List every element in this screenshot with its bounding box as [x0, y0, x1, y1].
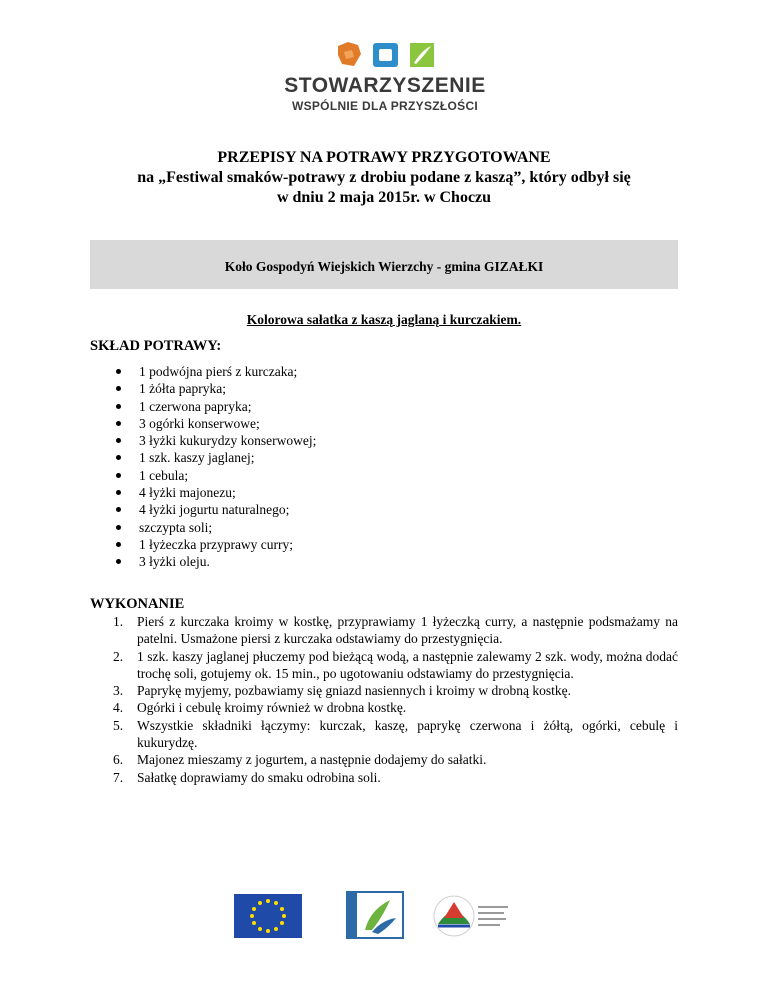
- title-line-3: w dniu 2 maja 2015r. w Choczu: [276, 189, 492, 206]
- ingredient-text: 1 łyżeczka przyprawy curry;: [139, 536, 294, 552]
- bullet-icon: [116, 455, 121, 460]
- bullet-icon: [116, 369, 121, 374]
- step-item: [90, 613, 678, 648]
- bullet-icon: [116, 490, 121, 495]
- list-item: [90, 432, 316, 449]
- title-line-1: PRZEPISY NA POTRAWY PRZYGOTOWANE: [217, 149, 551, 166]
- logo-tagline: WSPÓLNIE DLA PRZYSZŁOŚCI: [291, 99, 479, 113]
- step-item: [90, 751, 678, 768]
- preparation-steps: [90, 613, 678, 786]
- bullet-icon: [116, 542, 121, 547]
- bullet-icon: [116, 438, 121, 443]
- preparation-heading: WYKONANIE: [90, 596, 185, 612]
- step-number: 5.: [113, 717, 124, 733]
- bullet-icon: [116, 559, 121, 564]
- list-item: [90, 553, 316, 570]
- step-number: 6.: [113, 752, 124, 768]
- step-text: Wszystkie składniki łączymy: kurczak, kaszę, paprykę czerwona i żółtą, ogórki, cebulę i kukurydzę.: [137, 717, 678, 751]
- step-text: Paprykę myjemy, pozbawiamy się gniazd nasiennych i kroimy w drobną kostkę.: [137, 683, 572, 699]
- ingredient-text: 3 łyżki kukurydzy konserwowej;: [139, 433, 317, 449]
- list-item: [90, 467, 316, 484]
- step-text: 1 szk. kaszy jaglanej płuczemy pod bieżącą wodą, a następnie zalewamy 2 szk. wody, można dodać trochę soli, gotujemy ok. 15 min., po ugotowaniu odstawiamy do przestygnięcia.: [137, 648, 678, 681]
- logo-name: STOWARZYSZENIE: [284, 74, 486, 97]
- list-item: [90, 484, 316, 501]
- ingredient-text: 4 łyżki majonezu;: [139, 485, 236, 501]
- bullet-icon: [116, 473, 121, 478]
- step-text: Sałatkę doprawiamy do smaku odrobina soli.: [137, 769, 381, 785]
- list-item: [90, 536, 316, 553]
- recipe-title: Kolorowa sałatka z kaszą jaglaną i kurczakiem.: [246, 312, 522, 327]
- page-title: [60, 148, 708, 208]
- step-item: [90, 717, 678, 752]
- step-number: 4.: [113, 700, 124, 716]
- list-item: [90, 363, 316, 380]
- bullet-icon: [116, 386, 121, 391]
- step-item: [90, 769, 678, 786]
- bullet-icon: [116, 525, 121, 530]
- step-number: 3.: [113, 683, 124, 699]
- list-item: [90, 415, 316, 432]
- association-logo: [280, 36, 490, 120]
- step-number: 1.: [113, 614, 124, 629]
- step-item: [90, 699, 678, 716]
- ingredient-text: 1 cebula;: [139, 467, 189, 483]
- title-line-2: na „Festiwal smaków-potrawy z drobiu podane z kaszą”, który odbył się: [137, 169, 631, 186]
- bullet-icon: [116, 421, 121, 426]
- step-number: 2.: [113, 648, 124, 664]
- footer-logos: [232, 888, 536, 940]
- prow-logo: [434, 896, 508, 936]
- list-item: [90, 519, 316, 536]
- organizer-name: Koło Gospodyń Wiejskich Wierzchy - gmina GIZAŁKI: [224, 259, 544, 274]
- step-text: Pierś z kurczaka kroimy w kostkę, przyprawiamy 1 łyżeczką curry, a następnie podsmażamy na patelni. Usmażone piersi z kurczaka odstawiamy do przestygnięcia.: [137, 614, 678, 647]
- bullet-icon: [116, 507, 121, 512]
- leader-logo: [347, 892, 403, 938]
- step-text: Ogórki i cebulę kroimy również w drobna kostkę.: [137, 700, 407, 716]
- list-item: [90, 398, 316, 415]
- ingredient-text: 3 ogórki konserwowe;: [139, 415, 260, 431]
- step-text: Majonez mieszamy z jogurtem, a następnie dodajemy do sałatki.: [137, 752, 487, 768]
- ingredient-text: 1 szk. kaszy jaglanej;: [139, 450, 255, 466]
- ingredient-text: szczypta soli;: [139, 519, 213, 535]
- step-item: [90, 682, 678, 699]
- ingredient-text: 1 czerwona papryka;: [139, 398, 252, 414]
- step-number: 7.: [113, 769, 124, 785]
- list-item: [90, 380, 316, 397]
- ingredient-text: 3 łyżki oleju.: [139, 554, 210, 570]
- logo-icon: [336, 40, 436, 70]
- list-item: [90, 449, 316, 466]
- step-item: [90, 648, 678, 683]
- ingredient-text: 4 łyżki jogurtu naturalnego;: [139, 502, 290, 518]
- eu-flag-logo: [234, 894, 302, 938]
- ingredient-text: 1 podwójna pierś z kurczaka;: [139, 364, 298, 379]
- list-item: [90, 501, 316, 518]
- ingredient-text: 1 żółta papryka;: [139, 381, 226, 397]
- ingredients-heading: SKŁAD POTRAWY:: [90, 338, 222, 354]
- ingredients-list: [90, 363, 316, 571]
- bullet-icon: [116, 404, 121, 409]
